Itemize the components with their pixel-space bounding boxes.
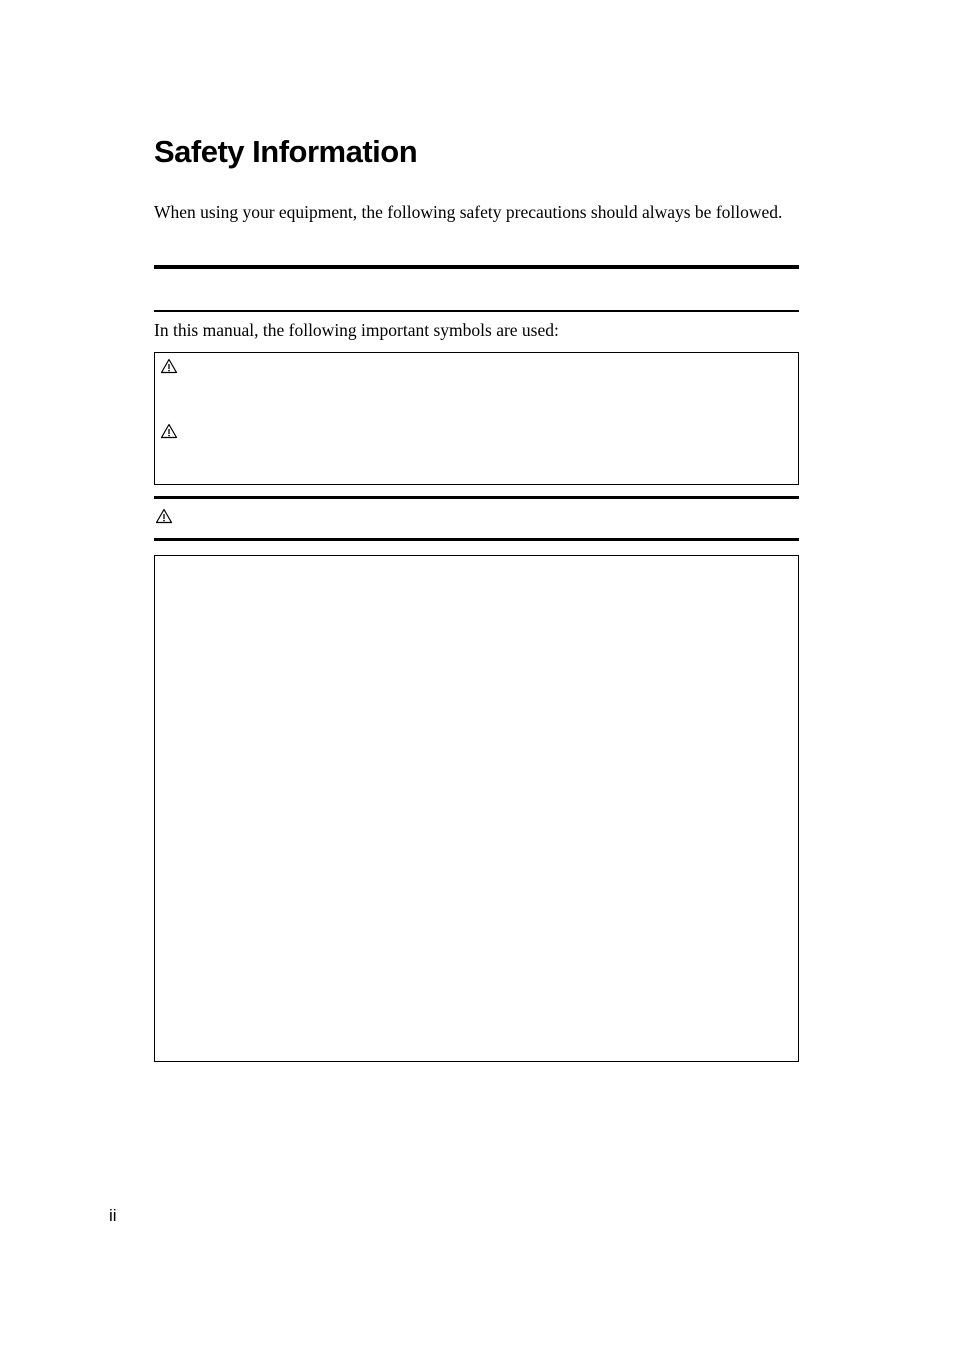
page-title: Safety Information — [154, 134, 418, 169]
section-divider-thick — [154, 265, 799, 269]
warning-triangle-icon — [160, 358, 178, 374]
warning-section-bottom-rule — [154, 538, 799, 541]
section-divider-thin — [154, 310, 799, 312]
warning-triangle-icon — [155, 508, 173, 524]
page-number: ii — [109, 1206, 117, 1225]
warning-section-top-rule — [154, 496, 799, 499]
warning-content-box — [154, 555, 799, 1062]
symbols-intro-text: In this manual, the following important symbols are used: — [154, 320, 559, 340]
symbols-legend-box — [154, 352, 799, 485]
warning-triangle-icon — [160, 423, 178, 439]
intro-paragraph: When using your equipment, the following safety precautions should always be followed. — [154, 202, 783, 222]
